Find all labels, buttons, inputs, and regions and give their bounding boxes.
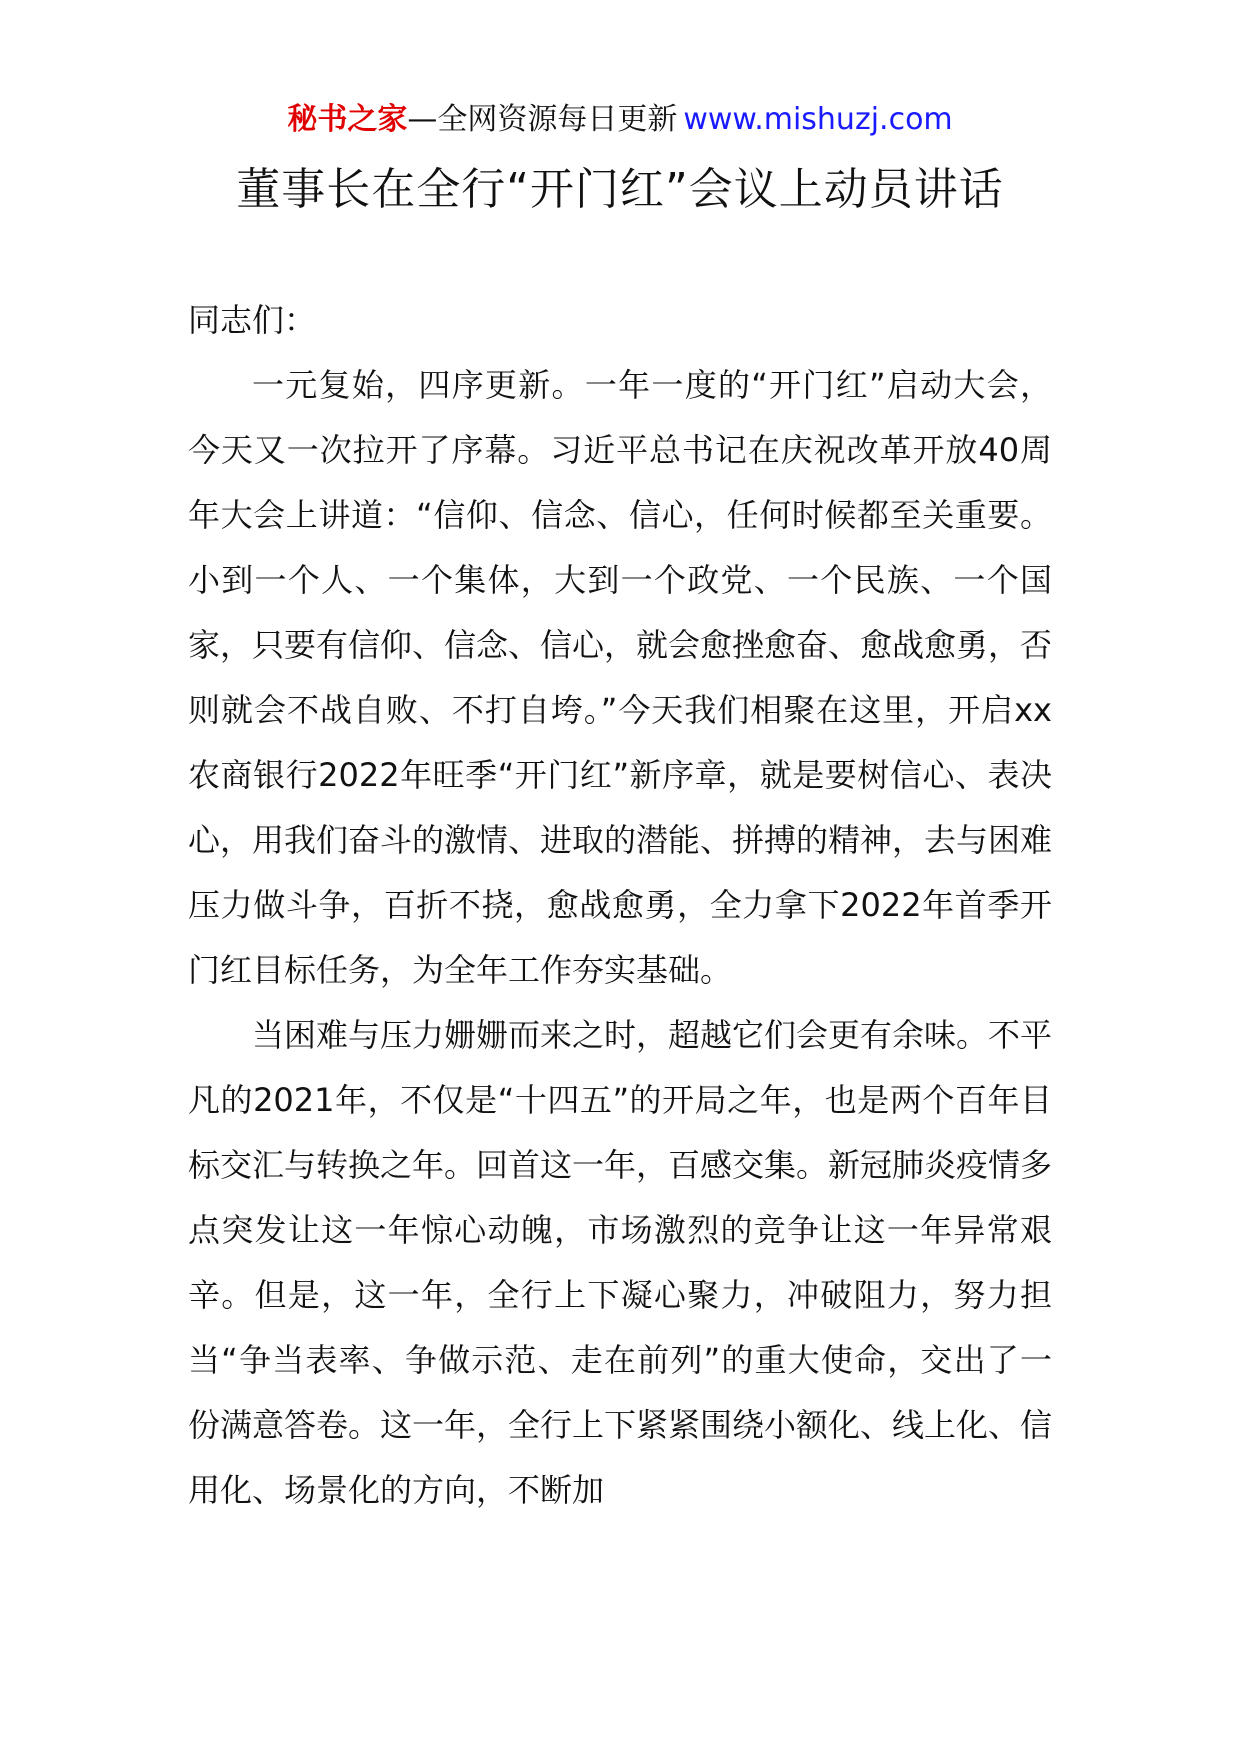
document-title: 董事长在全行“开门红”会议上动员讲话 — [236, 164, 1004, 215]
site-url-link[interactable]: www.mishuzj.com — [683, 102, 953, 137]
paragraph: 当困难与压力姗姗而来之时，超越它们会更有余味。不平凡的2021年，不仅是“十四五”的开局之年，也是两个百年目标交汇与转换之年。回首这一年，百感交集。新冠肺炎疫情多点突发让这一年惊心动魄，市场激烈的竞争让这一年异常艰辛。但是，这一年，全行上下凝心聚力，冲破阻力，努力担当“争当表率、争做示范、走在前列”的重大使命，交出了一份满意答卷。这一年，全行上下紧紧围绕小额化、线上化、信用化、场景化的方向，不断加 — [188, 1016, 1053, 1509]
site-header — [0, 100, 1240, 140]
brand-name: 秘书之家 — [287, 102, 408, 137]
salutation: 同志们： — [188, 301, 317, 339]
header-tagline: —全网资源每日更新 — [407, 102, 678, 137]
paragraph: 一元复始，四序更新。一年一度的“开门红”启动大会，今天又一次拉开了序幕。习近平总书记在庆祝改革开放40周年大会上讲道：“信仰、信念、信心，任何时候都至关重要。小到一个人、一个集体，大到一个政党、一个民族、一个国家，只要有信仰、信念、信心，就会愈挫愈奋、愈战愈勇，否则就会不战自败、不打自垮。”今天我们相聚在这里，开启xx农商银行2022年旺季“开门红”新序章，就是要树信心、表决心，用我们奋斗的激情、进取的潜能、拼搏的精神，去与困难压力做斗争，百折不挠，愈战愈勇，全力拿下2022年首季开门红目标任务，为全年工作夯实基础。 — [188, 366, 1053, 989]
document-body — [188, 288, 1052, 1523]
